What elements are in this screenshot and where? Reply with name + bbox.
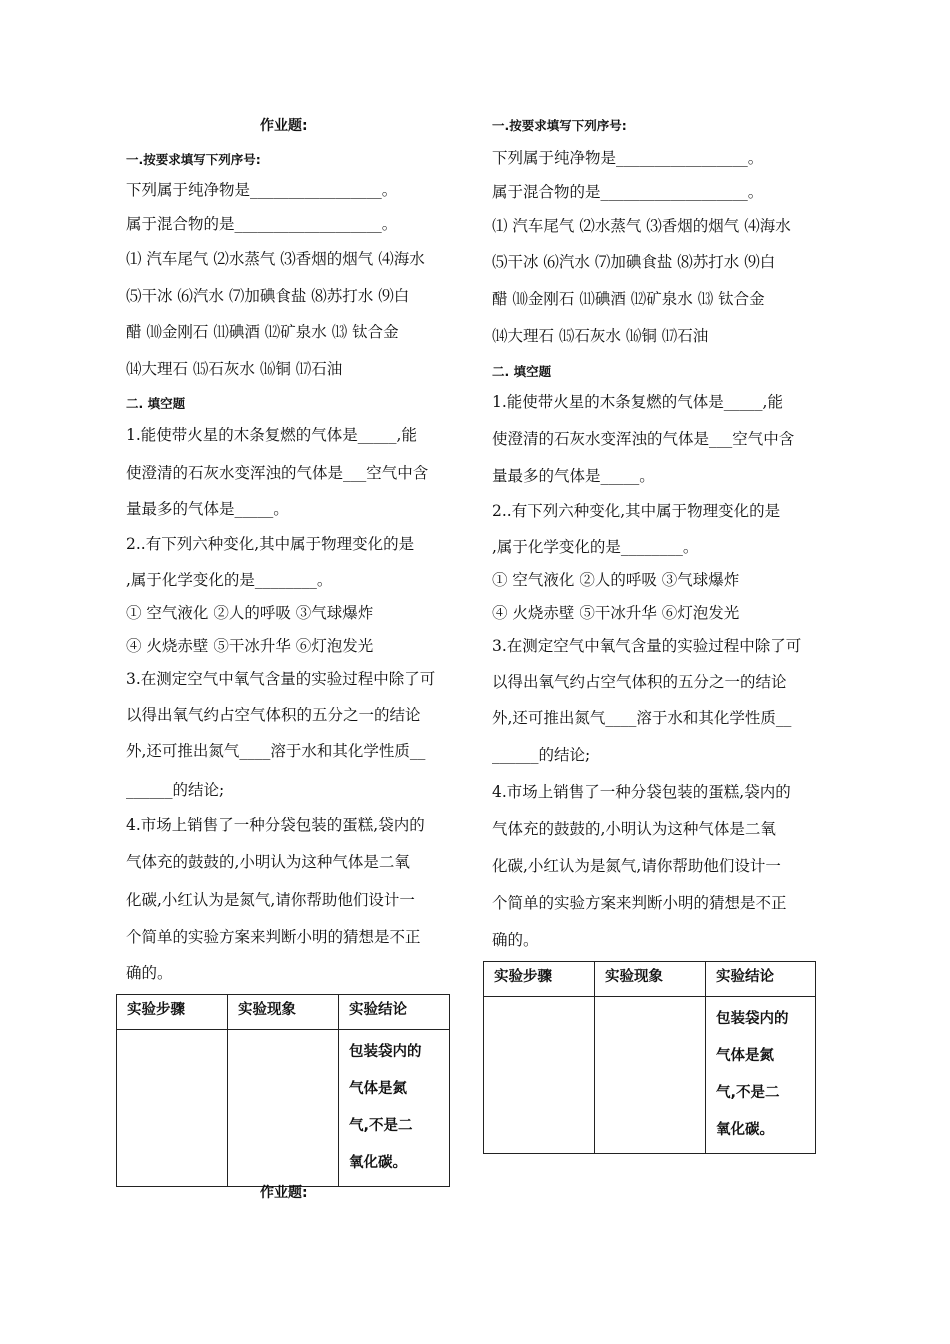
header-conclusion: 实验结论 xyxy=(706,962,816,997)
q2-line-1: 2..有下列六种变化,其中属于物理变化的是 xyxy=(126,535,415,553)
q3-line-4: ______的结论; xyxy=(492,746,591,764)
q3-line-2: 以得出氧气约占空气体积的五分之一的结论 xyxy=(126,706,421,724)
items-line-4: ⒁大理石 ⒂石灰水 ⒃铜 ⒄石油 xyxy=(126,360,343,378)
conclusion-line-2: 气体是氮 xyxy=(716,1048,774,1064)
q3-line-1: 3.在测定空气中氧气含量的实验过程中除了可 xyxy=(126,670,436,688)
items-line-3: 醋 ⑽金刚石 ⑾碘酒 ⑿矿泉水 ⒀ 钛合金 xyxy=(126,323,399,341)
conclusion-line-2: 气体是氮 xyxy=(349,1081,407,1097)
footer-title: 作业题: xyxy=(260,1185,308,1201)
q3-line-3: 外,还可推出氮气____溶于水和其化学性质__ xyxy=(492,709,792,727)
conclusion-line-4: 氧化碳。 xyxy=(349,1155,407,1171)
mixture-line: 属于混合物的是___________________。 xyxy=(492,183,764,201)
items-line-1: ⑴ 汽车尾气 ⑵水蒸气 ⑶香烟的烟气 ⑷海水 xyxy=(126,250,425,268)
q4-line-4: 个简单的实验方案来判断小明的猜想是不正 xyxy=(492,894,787,912)
q3-line-1: 3.在测定空气中氧气含量的实验过程中除了可 xyxy=(492,637,802,655)
q2-line-2: ,属于化学变化的是________。 xyxy=(126,571,333,589)
q2-line-3: ① 空气液化 ②人的呼吸 ③气球爆炸 xyxy=(492,571,740,589)
q4-line-5: 确的。 xyxy=(126,964,173,982)
cell-conclusion xyxy=(339,1030,450,1187)
q2-line-4: ④ 火烧赤壁 ⑤干冰升华 ⑥灯泡发光 xyxy=(492,604,740,622)
q4-line-5: 确的。 xyxy=(492,931,539,949)
header-step: 实验步骤 xyxy=(117,995,228,1030)
conclusion-line-3: 气,不是二 xyxy=(716,1085,780,1101)
q2-line-3: ① 空气液化 ②人的呼吸 ③气球爆炸 xyxy=(126,604,374,622)
q4-line-4: 个简单的实验方案来判断小明的猜想是不正 xyxy=(126,928,421,946)
q4-line-2: 气体充的鼓鼓的,小明认为这种气体是二氧 xyxy=(492,820,776,838)
pure-substance-line: 下列属于纯净物是_________________。 xyxy=(126,181,398,199)
mixture-line: 属于混合物的是___________________。 xyxy=(126,215,398,233)
q3-line-4: ______的结论; xyxy=(126,781,225,799)
header-phenomenon: 实验现象 xyxy=(595,962,706,997)
pure-substance-line: 下列属于纯净物是_________________。 xyxy=(492,149,764,167)
q2-line-1: 2..有下列六种变化,其中属于物理变化的是 xyxy=(492,502,781,520)
left-experiment-table xyxy=(116,994,450,1187)
cell-phenomenon xyxy=(228,1030,339,1187)
q1-line-2: 使澄清的石灰水变浑浊的气体是___空气中含 xyxy=(126,464,429,482)
q3-line-3: 外,还可推出氮气____溶于水和其化学性质__ xyxy=(126,742,426,760)
right-experiment-table xyxy=(483,961,816,1154)
conclusion-line-1: 包装袋内的 xyxy=(716,1011,789,1027)
section2-heading: 二. 填空题 xyxy=(492,364,552,379)
items-line-2: ⑸干冰 ⑹汽水 ⑺加碘食盐 ⑻苏打水 ⑼白 xyxy=(492,253,776,271)
q4-line-3: 化碳,小红认为是氮气,请你帮助他们设计一 xyxy=(492,857,781,875)
q1-line-3: 量最多的气体是_____。 xyxy=(492,467,655,485)
conclusion-line-4: 氧化碳。 xyxy=(716,1122,774,1138)
section1-heading: 一.按要求填写下列序号: xyxy=(126,152,261,167)
q1-line-3: 量最多的气体是_____。 xyxy=(126,500,289,518)
cell-step xyxy=(117,1030,228,1187)
q1-line-2: 使澄清的石灰水变浑浊的气体是___空气中含 xyxy=(492,430,795,448)
q4-line-3: 化碳,小红认为是氮气,请你帮助他们设计一 xyxy=(126,891,415,909)
cell-phenomenon xyxy=(595,997,706,1154)
q2-line-2: ,属于化学变化的是________。 xyxy=(492,538,699,556)
q3-line-2: 以得出氧气约占空气体积的五分之一的结论 xyxy=(492,673,787,691)
q2-line-4: ④ 火烧赤壁 ⑤干冰升华 ⑥灯泡发光 xyxy=(126,637,374,655)
header-phenomenon: 实验现象 xyxy=(228,995,339,1030)
conclusion-line-1: 包装袋内的 xyxy=(349,1044,422,1060)
q1-line-1: 1.能使带火星的木条复燃的气体是_____,能 xyxy=(126,426,417,444)
items-line-3: 醋 ⑽金刚石 ⑾碘酒 ⑿矿泉水 ⒀ 钛合金 xyxy=(492,290,765,308)
q4-line-1: 4.市场上销售了一种分袋包装的蛋糕,袋内的 xyxy=(492,783,791,801)
q4-line-1: 4.市场上销售了一种分袋包装的蛋糕,袋内的 xyxy=(126,816,425,834)
q4-line-2: 气体充的鼓鼓的,小明认为这种气体是二氧 xyxy=(126,853,410,871)
items-line-4: ⒁大理石 ⒂石灰水 ⒃铜 ⒄石油 xyxy=(492,327,709,345)
header-step: 实验步骤 xyxy=(484,962,595,997)
page-title: 作业题: xyxy=(260,118,308,134)
q1-line-1: 1.能使带火星的木条复燃的气体是_____,能 xyxy=(492,393,783,411)
items-line-1: ⑴ 汽车尾气 ⑵水蒸气 ⑶香烟的烟气 ⑷海水 xyxy=(492,217,791,235)
cell-step xyxy=(484,997,595,1154)
cell-conclusion xyxy=(706,997,816,1154)
header-conclusion: 实验结论 xyxy=(339,995,450,1030)
conclusion-line-3: 气,不是二 xyxy=(349,1118,413,1134)
items-line-2: ⑸干冰 ⑹汽水 ⑺加碘食盐 ⑻苏打水 ⑼白 xyxy=(126,287,410,305)
section2-heading: 二. 填空题 xyxy=(126,396,186,411)
section1-heading: 一.按要求填写下列序号: xyxy=(492,118,627,133)
